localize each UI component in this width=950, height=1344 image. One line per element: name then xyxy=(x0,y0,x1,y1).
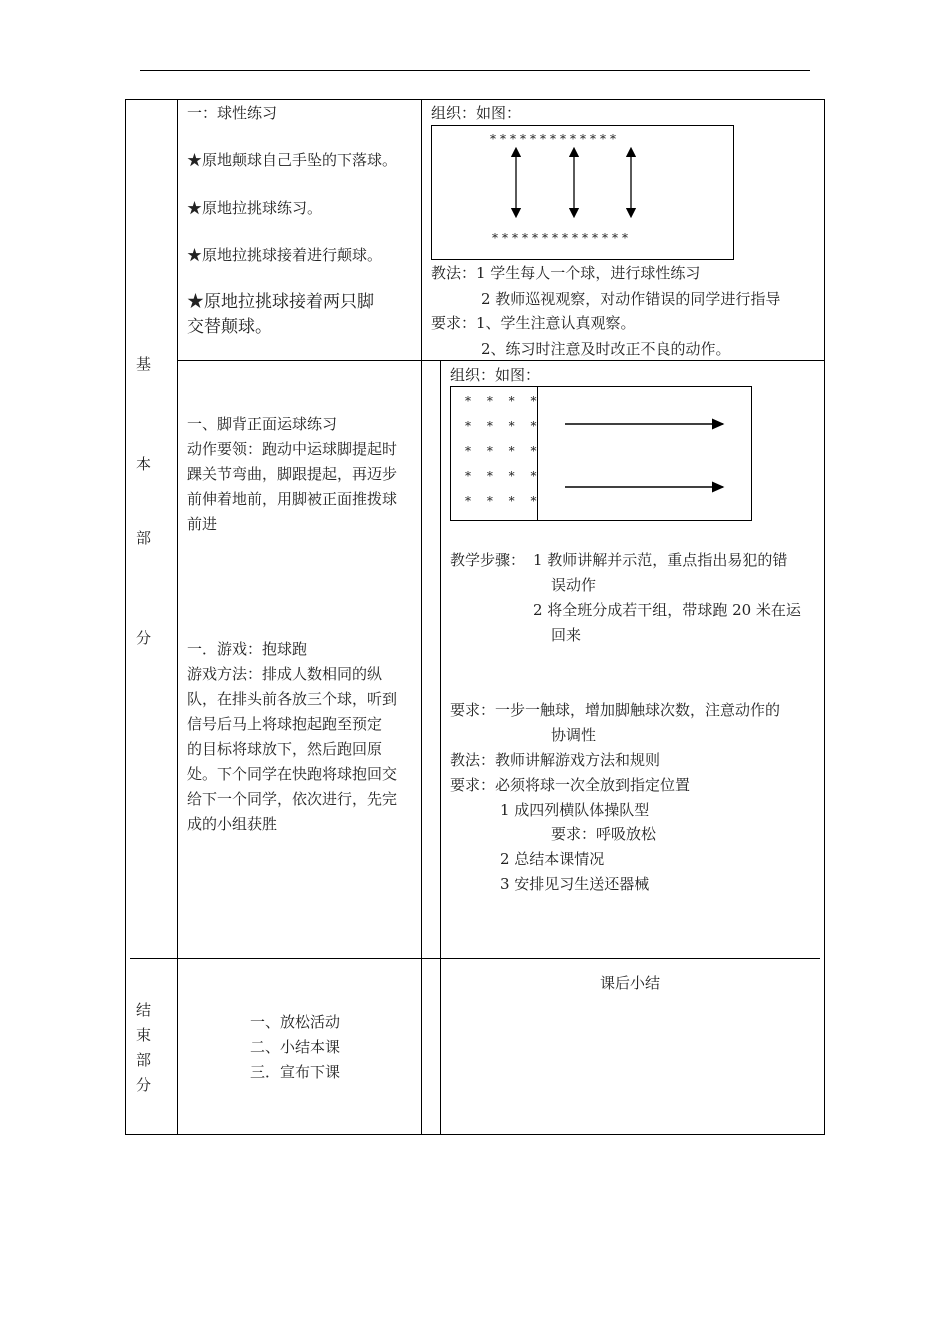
closing-req: 要求：呼吸放松 xyxy=(551,825,657,843)
section-char: 束 xyxy=(136,1026,152,1044)
table-border-bottom xyxy=(125,1134,825,1135)
requirement: 2、练习时注意及时改正不良的动作。 xyxy=(481,340,731,358)
table-border-top xyxy=(125,99,825,100)
requirement: 协调性 xyxy=(551,726,597,744)
org-label: 组织：如图： xyxy=(450,366,541,384)
end-item: 三．宣布下课 xyxy=(250,1063,341,1081)
teaching-method: 教法：1 学生每人一个球，进行球性练习 xyxy=(431,264,701,282)
star-row: * * * * xyxy=(465,494,543,508)
section-char: 分 xyxy=(136,1076,152,1094)
star-row: * * * * xyxy=(465,419,543,433)
game-line: 给下一个同学，依次进行，先完 xyxy=(187,790,398,808)
section-char: 部 xyxy=(136,529,152,547)
summary-title: 课后小结 xyxy=(600,974,661,992)
star-row: * * * * xyxy=(465,469,543,483)
col-divider-3 xyxy=(440,361,441,1135)
teaching-method: 2 教师巡视观察，对动作错误的同学进行指导 xyxy=(481,290,781,308)
desc-line: 前进 xyxy=(187,515,218,533)
game-title: 一．游戏：抱球跑 xyxy=(187,640,308,658)
step-line: 2 将全班分成若干组，带球跑 20 米在运 xyxy=(533,601,801,619)
table-border-right xyxy=(824,99,825,1135)
section-char: 分 xyxy=(136,629,152,647)
section-char: 本 xyxy=(136,455,152,473)
end-item: 一、放松活动 xyxy=(250,1013,341,1031)
exercise-item: ★原地拉挑球练习。 xyxy=(187,199,323,217)
block-title: 一、脚背正面运球练习 xyxy=(187,415,338,433)
desc-line: 前伸着地前，用脚被正面推拨球 xyxy=(187,490,398,508)
game-line: 队，在排头前各放三个球，听到 xyxy=(187,690,398,708)
requirement: 要求：必须将球一次全放到指定位置 xyxy=(450,776,691,794)
org-label: 组织：如图： xyxy=(431,104,522,122)
game-line: 游戏方法：排成人数相同的纵 xyxy=(187,665,383,683)
step-line: 回来 xyxy=(551,626,582,644)
exercise-item: ★原地拉挑球接着进行颠球。 xyxy=(187,246,383,264)
stars-row-top: ************* xyxy=(490,132,620,146)
game-line: 的目标将球放下，然后跑回原 xyxy=(187,740,383,758)
requirement: 要求：1、学生注意认真观察。 xyxy=(431,314,636,332)
closing-item: 1 成四列横队体操队型 xyxy=(500,801,650,819)
row-divider-2 xyxy=(130,958,820,959)
stars-row-bottom: ************** xyxy=(492,231,632,245)
star-row: * * * * xyxy=(465,444,543,458)
steps-label: 教学步骤： xyxy=(450,551,526,569)
col-divider-1 xyxy=(177,99,178,1135)
block-title: 一：球性练习 xyxy=(187,104,278,122)
formation-diagram xyxy=(431,125,734,260)
desc-line: 踝关节弯曲，脚跟提起，再迈步 xyxy=(187,465,398,483)
game-line: 处。下个同学在快跑将球抱回交 xyxy=(187,765,398,783)
desc-line: 动作要领：跑动中运球脚提起时 xyxy=(187,440,398,458)
exercise-item: ★原地拉挑球接着两只脚 xyxy=(187,292,374,312)
closing-item: 2 总结本课情况 xyxy=(500,850,605,868)
direction-arrows xyxy=(451,387,751,520)
exercise-item: ★原地颠球自己手坠的下落球。 xyxy=(187,151,398,169)
end-item: 二、小结本课 xyxy=(250,1038,341,1056)
header-rule xyxy=(140,70,810,71)
game-line: 成的小组获胜 xyxy=(187,815,278,833)
section-char: 部 xyxy=(136,1051,152,1069)
teaching-method: 教法：教师讲解游戏方法和规则 xyxy=(450,751,661,769)
section-char: 结 xyxy=(136,1001,152,1019)
exercise-item: 交替颠球。 xyxy=(187,317,272,337)
closing-item: 3 安排见习生送还器械 xyxy=(500,875,650,893)
table-border-left xyxy=(125,99,126,1135)
col-divider-2 xyxy=(421,99,422,1135)
step-line: 误动作 xyxy=(551,576,597,594)
dribble-diagram xyxy=(450,386,752,521)
game-line: 信号后马上将球抱起跑至预定 xyxy=(187,715,383,733)
step-line: 1 教师讲解并示范，重点指出易犯的错 xyxy=(533,551,788,569)
star-row: * * * * xyxy=(465,394,543,408)
requirement: 要求：一步一触球，增加脚触球次数，注意动作的 xyxy=(450,701,781,719)
section-char: 基 xyxy=(136,355,152,373)
